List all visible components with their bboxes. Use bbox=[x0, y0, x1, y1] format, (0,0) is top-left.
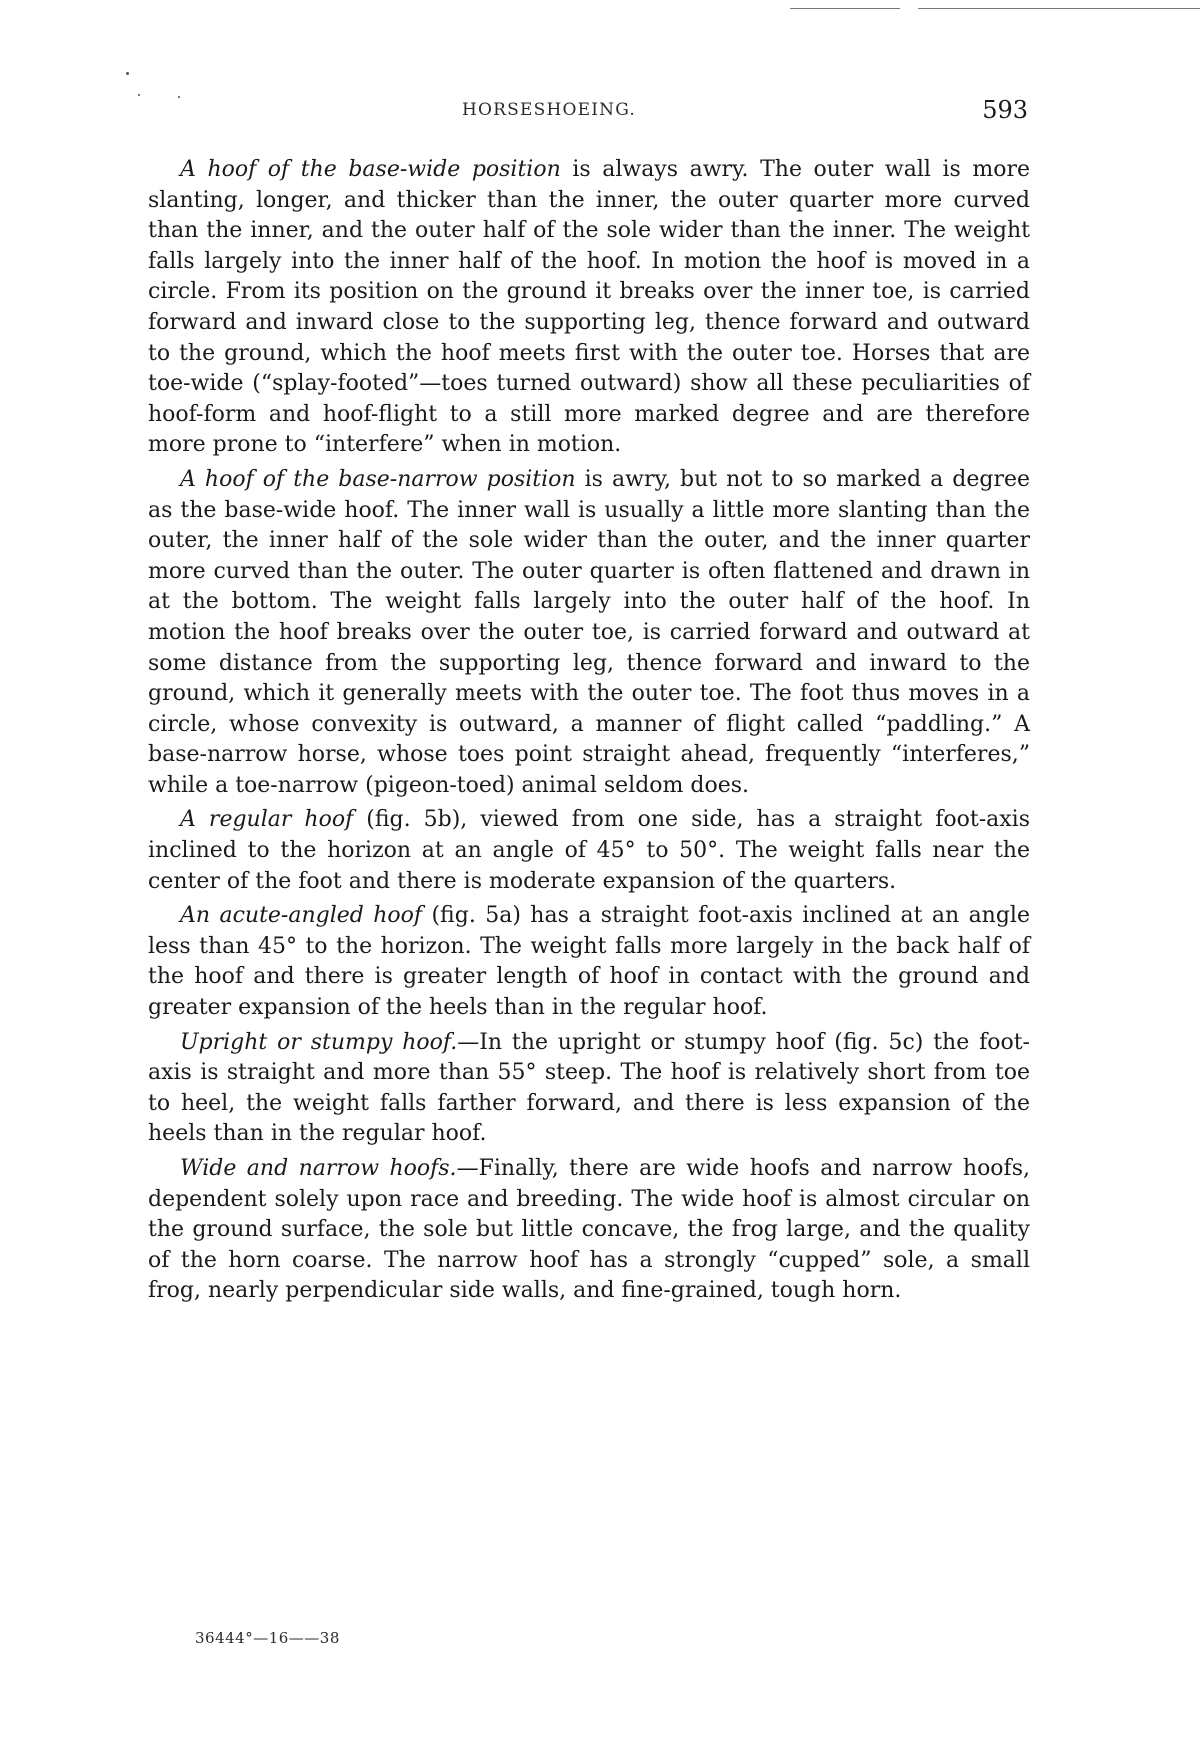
paragraph-base-narrow bbox=[148, 465, 1030, 802]
paragraph-acute-angled-hoof bbox=[148, 901, 1030, 1023]
paragraph-upright-hoof bbox=[148, 1028, 1030, 1150]
body-text bbox=[148, 155, 1030, 1307]
paragraph-text: (fig. 5b), viewed from one side, has a straight foot-axis inclined to the horizon at an angle of 45° to 50°. The weight falls near the center of the foot and there is moderate expansion of the quarters. bbox=[148, 807, 1030, 894]
page-header bbox=[150, 96, 1028, 126]
paragraph-base-wide bbox=[148, 155, 1030, 461]
paragraph-regular-hoof bbox=[148, 805, 1030, 897]
paragraph-lead: A hoof of the base-narrow position bbox=[180, 466, 576, 492]
paragraph-text: (fig. 5a) has a straight foot-axis inclined at an angle less than 45° to the horizon. The weight falls more largely in the back half of the hoof and there is greater length of hoof in contact with the ground and greater expansion of the heels than in the regular hoof. bbox=[148, 903, 1030, 1021]
page-number: 593 bbox=[982, 96, 1028, 124]
ink-speck bbox=[138, 94, 140, 96]
top-rule-right bbox=[918, 8, 1200, 9]
paragraph-lead: A hoof of the base-wide position bbox=[180, 157, 561, 182]
paragraph-text: is awry, but not to so marked a degree as the base-wide hoof. The inner wall is usually a little more slanting than the outer, the inner half of the sole wider than the outer, and the inner quarter more curved than the outer. The outer quarter is often flattened and drawn in at the bottom. The weight falls largely into the outer half of the hoof. In motion the hoof breaks over the outer toe, is carried forward and outward at some distance from the supporting leg, thence forward and inward to the ground, which it generally meets with the outer toe. The foot thus moves in a circle, whose convexity is outward, a manner of flight called “paddling.” A base-narrow horse, whose toes point straight ahead, frequently “interferes,” while a toe-narrow (pigeon-toed) animal seldom does. bbox=[148, 466, 1030, 798]
paragraph-text: —Finally, there are wide hoofs and narrow hoofs, dependent solely upon race and breeding. The wide hoof is almost circular on the ground surface, the sole but little concave, the frog large, and the quality of the horn coarse. The narrow hoof has a strongly “cupped” sole, a small frog, nearly perpendicular side walls, and fine-grained, tough horn. bbox=[148, 1156, 1030, 1304]
running-head: HORSESHOEING. bbox=[462, 100, 637, 120]
paragraph-text: is always awry. The outer wall is more slanting, longer, and thicker than the inner, the outer quarter more curved than the inner, and the outer half of the sole wider than the inner. The weight falls largely into the inner half of the hoof. In motion the hoof is moved in a circle. From its position on the ground it breaks over the inner toe, is carried forward and inward close to the supporting leg, thence forward and outward to the ground, which the hoof meets first with the outer toe. Horses that are toe-wide (“splay-footed”—toes turned outward) show all these peculiarities of hoof-form and hoof-flight to a still more marked degree and are therefore more prone to “interfere” when in motion. bbox=[148, 157, 1030, 458]
paragraph-lead: A regular hoof bbox=[180, 807, 354, 833]
paragraph-lead: An acute-angled hoof bbox=[180, 903, 423, 929]
paragraph-lead: Wide and narrow hoofs. bbox=[180, 1156, 457, 1181]
printer-signature-mark: 36444°—16——38 bbox=[195, 1629, 340, 1647]
paragraph-lead: Upright or stumpy hoof. bbox=[180, 1029, 458, 1055]
ink-speck bbox=[126, 72, 129, 75]
paragraph-wide-narrow-hoofs bbox=[148, 1154, 1030, 1307]
top-rule-left bbox=[790, 8, 900, 9]
paragraph-text: —In the upright or stumpy hoof (fig. 5c) the foot-axis is straight and more than 55° steep. The hoof is relatively short from toe to heel, the weight falls farther forward, and there is less expansion of the heels than in the regular hoof. bbox=[148, 1029, 1030, 1147]
